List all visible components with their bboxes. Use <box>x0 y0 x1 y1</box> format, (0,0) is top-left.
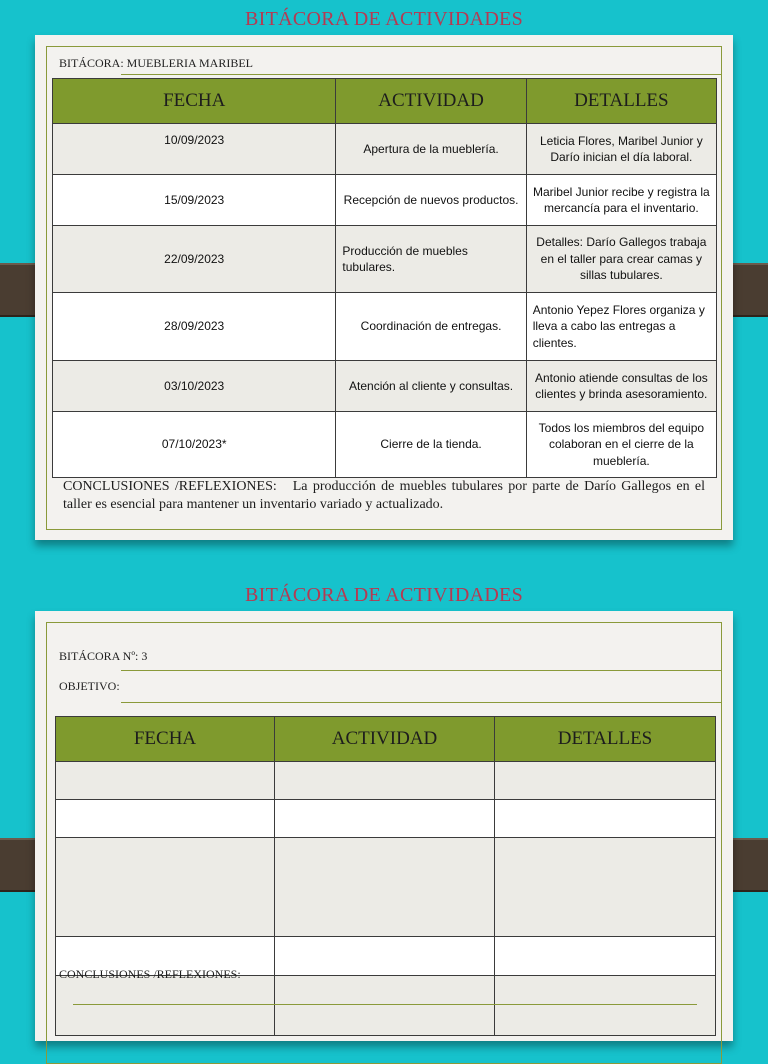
page1-conclusion <box>63 478 705 514</box>
table-row <box>53 226 717 293</box>
cell-actividad: Cierre de la tienda. <box>336 412 526 478</box>
cell-actividad: Producción de muebles tubulares. <box>336 226 526 293</box>
cell-fecha: 03/10/2023 <box>53 361 336 412</box>
table-row <box>56 762 716 800</box>
cell-detalles: Todos los miembros del equipo colaboran en el cierre de la mueblería. <box>526 412 716 478</box>
cell-detalles <box>495 937 716 976</box>
page2-title: BITÁCORA DE ACTIVIDADES <box>244 584 523 606</box>
table-header-row <box>56 717 716 762</box>
cell-detalles: Leticia Flores, Maribel Junior y Darío inician el día laboral. <box>526 124 716 175</box>
page1-bitacora-line <box>121 74 721 75</box>
table-row <box>56 976 716 1036</box>
page2-sheet <box>35 611 733 1041</box>
cell-detalles <box>495 762 716 800</box>
table-header-row <box>53 79 717 124</box>
cell-fecha <box>56 838 275 937</box>
page2-bitacora-label: BITÁCORA Nº: 3 <box>59 649 148 663</box>
page2-bitacora-line <box>121 670 721 671</box>
cell-actividad: Coordinación de entregas. <box>336 293 526 361</box>
header-actividad: ACTIVIDAD <box>275 717 495 762</box>
page1-title: BITÁCORA DE ACTIVIDADES <box>244 8 523 30</box>
table-row <box>56 800 716 838</box>
cell-actividad: Atención al cliente y consultas. <box>336 361 526 412</box>
cell-detalles: Antonio atiende consultas de los clientes y brinda asesoramiento. <box>526 361 716 412</box>
page2-objetivo-line <box>121 702 721 703</box>
header-detalles: DETALLES <box>526 79 716 124</box>
header-fecha: FECHA <box>56 717 275 762</box>
cell-detalles <box>495 838 716 937</box>
conclusion-label: CONCLUSIONES /REFLEXIONES: <box>63 479 277 494</box>
cell-fecha: 22/09/2023 <box>53 226 336 293</box>
table-row <box>56 838 716 937</box>
page2-conclusion-label: CONCLUSIONES /REFLEXIONES: <box>59 967 241 981</box>
table-row <box>53 175 717 226</box>
header-actividad: ACTIVIDAD <box>336 79 526 124</box>
cell-actividad <box>275 838 495 937</box>
table-row <box>53 412 717 478</box>
table-row <box>53 124 717 175</box>
page1-sheet <box>35 35 733 540</box>
cell-fecha: 28/09/2023 <box>53 293 336 361</box>
cell-fecha: 15/09/2023 <box>53 175 336 226</box>
cell-fecha <box>56 762 275 800</box>
cell-actividad: Apertura de la mueblería. <box>336 124 526 175</box>
cell-fecha: 10/09/2023 <box>53 124 336 175</box>
page1-bitacora-label: BITÁCORA: MUEBLERIA MARIBEL <box>59 56 254 70</box>
page2-objetivo-label: OBJETIVO: <box>59 679 120 693</box>
cell-fecha <box>56 976 275 1036</box>
table-row <box>53 293 717 361</box>
header-detalles: DETALLES <box>495 717 716 762</box>
cell-detalles: Detalles: Darío Gallegos trabaja en el taller para crear camas y sillas tubulares. <box>526 226 716 293</box>
page1-activity-table <box>52 78 717 478</box>
cell-actividad <box>275 976 495 1036</box>
cell-actividad <box>275 937 495 976</box>
cell-actividad: Recepción de nuevos productos. <box>336 175 526 226</box>
header-fecha: FECHA <box>53 79 336 124</box>
cell-fecha <box>56 800 275 838</box>
cell-detalles: Antonio Yepez Flores organiza y lleva a cabo las entregas a clientes. <box>526 293 716 361</box>
cell-fecha: 07/10/2023* <box>53 412 336 478</box>
table-row <box>53 361 717 412</box>
cell-actividad <box>275 762 495 800</box>
cell-actividad <box>275 800 495 838</box>
cell-detalles <box>495 800 716 838</box>
page2-conclusion-line <box>73 1004 697 1005</box>
cell-detalles: Maribel Junior recibe y registra la mercancía para el inventario. <box>526 175 716 226</box>
conclusion-text: La producción de muebles tubulares por parte de Darío Gallegos en el taller es esencial para mantener un inventario variado y actualizado. <box>63 479 706 512</box>
page2-activity-table <box>55 716 716 1036</box>
cell-detalles <box>495 976 716 1036</box>
